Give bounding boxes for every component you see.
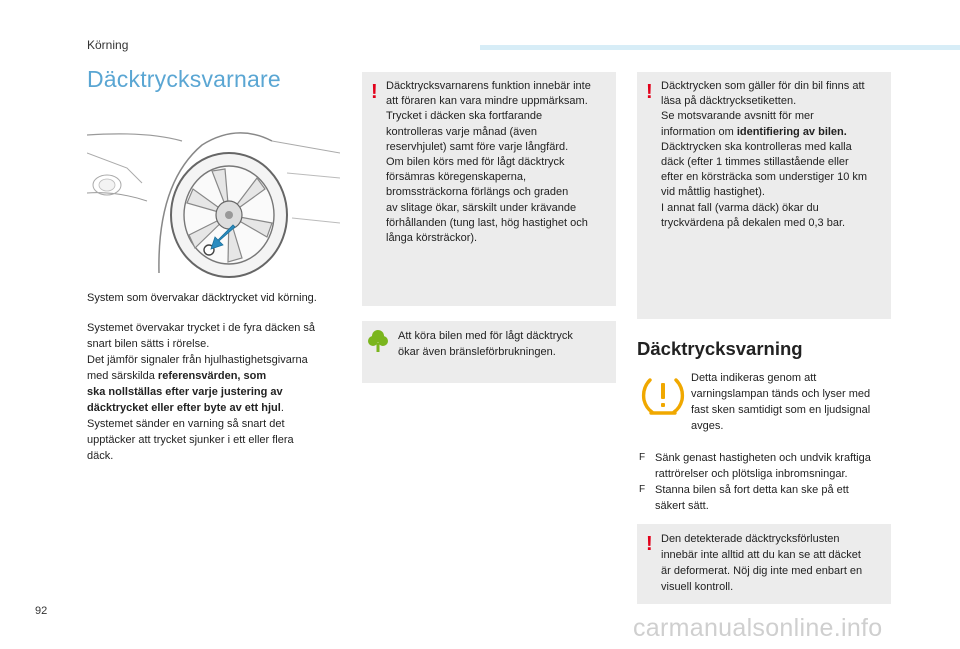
bullet-marker: F <box>639 452 646 463</box>
warning-box-2 <box>637 72 891 319</box>
warning-line: däck (efter 1 timmes stillastående eller <box>661 156 849 169</box>
intro-line <box>87 384 349 400</box>
watermark: carmanualsonline.info <box>633 614 883 642</box>
warning-line: Den detekterade däcktrycksförlusten <box>661 533 840 545</box>
warning-bold: identifiering av bilen. <box>736 125 847 138</box>
intro-bold: ska nollställas efter varje justering av <box>87 386 283 398</box>
list-item <box>637 482 897 514</box>
warning-line: av slitage ökar, särskilt under krävande <box>386 201 577 214</box>
warning-box-1 <box>362 72 616 306</box>
intro-line: däck. <box>87 450 114 462</box>
eco-line: Att köra bilen med för lågt däcktryck <box>398 330 573 342</box>
intro-line: Systemet sänder en varning så snart det <box>87 418 285 430</box>
warning-icon: ! <box>371 81 378 103</box>
action-list <box>637 450 897 514</box>
warning-box-2-text <box>661 79 889 231</box>
warning-line: reservhjulet) samt före varje långfärd. <box>386 140 569 153</box>
tpms-line: fast sken samtidigt som en ljudsignal <box>691 404 871 416</box>
intro-line: snart bilen sätts i rörelse. <box>87 338 210 350</box>
warning-line: är deformerat. Nöj dig inte med enbart en <box>661 565 863 577</box>
warning-line: Däcktrycksvarnarens funktion innebär inte <box>386 80 591 92</box>
warning-line: Däcktrycken ska kontrolleras med kalla <box>661 140 852 153</box>
eco-tip-box <box>362 321 616 383</box>
intro-line: Systemet övervakar trycket i de fyra däcken så <box>87 322 316 334</box>
page-title: Däcktrycksvarnare <box>87 66 281 92</box>
header-bar <box>480 45 960 50</box>
intro-line: Det jämför signaler från hjulhastighetsgivarna <box>87 354 308 366</box>
warning-icon: ! <box>646 81 653 103</box>
section-label: Körning <box>87 38 129 52</box>
warning-line <box>661 125 889 140</box>
warning-box-3 <box>637 524 891 604</box>
intro-text: med särskilda <box>87 370 158 382</box>
warning-line: efter en körsträcka som understiger 10 km <box>661 171 868 184</box>
warning-text: information om <box>661 125 737 138</box>
page-number: 92 <box>35 605 48 617</box>
warning-line: innebär inte alltid att du kan se att däcket <box>661 549 861 561</box>
tpms-line: avges. <box>691 420 724 432</box>
eco-line: ökar även bränsleförbrukningen. <box>398 346 556 358</box>
intro-line: upptäcker att trycket sjunker i ett eller flera <box>87 434 294 446</box>
warning-line: kontrolleras varje månad (även <box>386 125 538 138</box>
intro-paragraph <box>87 320 349 464</box>
warning-box-3-text <box>661 531 889 595</box>
tpms-line: Detta indikeras genom att <box>691 372 817 384</box>
warning-line: visuell kontroll. <box>661 581 734 593</box>
warning-box-1-text <box>386 79 614 246</box>
warning-line: Trycket i däcken ska fortfarande <box>386 110 543 123</box>
warning-line: Om bilen körs med för lågt däcktryck <box>386 156 565 169</box>
wheel-illustration <box>87 123 340 278</box>
intro-text: . <box>280 402 284 414</box>
intro-bold: däcktrycket eller efter byte av ett hjul <box>87 402 281 414</box>
warning-line: att föraren kan vara mindre uppmärksam. <box>386 95 588 108</box>
tpms-description <box>691 370 896 434</box>
warning-line: I annat fall (varma däck) ökar du <box>661 201 819 214</box>
eco-tree-icon <box>368 329 388 353</box>
intro-line <box>87 400 349 416</box>
figure-caption: System som övervakar däcktrycket vid körning. <box>87 292 317 304</box>
bullet-line: Sänk genast hastigheten och undvik kraftiga <box>655 452 871 464</box>
intro-bold: referensvärden, som <box>157 370 267 382</box>
eco-tip-text <box>398 328 613 360</box>
tpms-line: varningslampan tänds och lyser med <box>691 388 871 400</box>
warning-line: förhållanden (tung last, hög hastighet och <box>386 216 588 229</box>
bullet-line: Stanna bilen så fort detta kan ske på ett <box>655 484 849 496</box>
warning-line: läsa på däcktrycksetiketten. <box>661 95 797 108</box>
warning-line: långa körsträckor). <box>386 232 478 245</box>
bullet-line: rattrörelser och plötsliga inbromsningar. <box>655 468 848 480</box>
warning-line: försämras köregenskaperna, <box>386 171 527 184</box>
warning-icon: ! <box>646 533 653 555</box>
warning-line: Däcktrycken som gäller för din bil finns att <box>661 80 865 92</box>
warning-line: vid måttlig hastighet). <box>661 186 765 199</box>
tyre-pressure-warning-icon <box>640 372 686 418</box>
bullet-line: säkert sätt. <box>655 500 709 512</box>
warning-line: Se motsvarande avsnitt för mer <box>661 110 814 123</box>
warning-line: bromssträckorna förlängs och graden <box>386 186 569 199</box>
bullet-marker: F <box>639 484 646 495</box>
list-item <box>637 450 897 482</box>
section-heading: Däcktrycksvarning <box>637 338 803 359</box>
warning-line: tryckvärdena på dekalen med 0,3 bar. <box>661 216 846 229</box>
intro-line <box>87 368 349 384</box>
